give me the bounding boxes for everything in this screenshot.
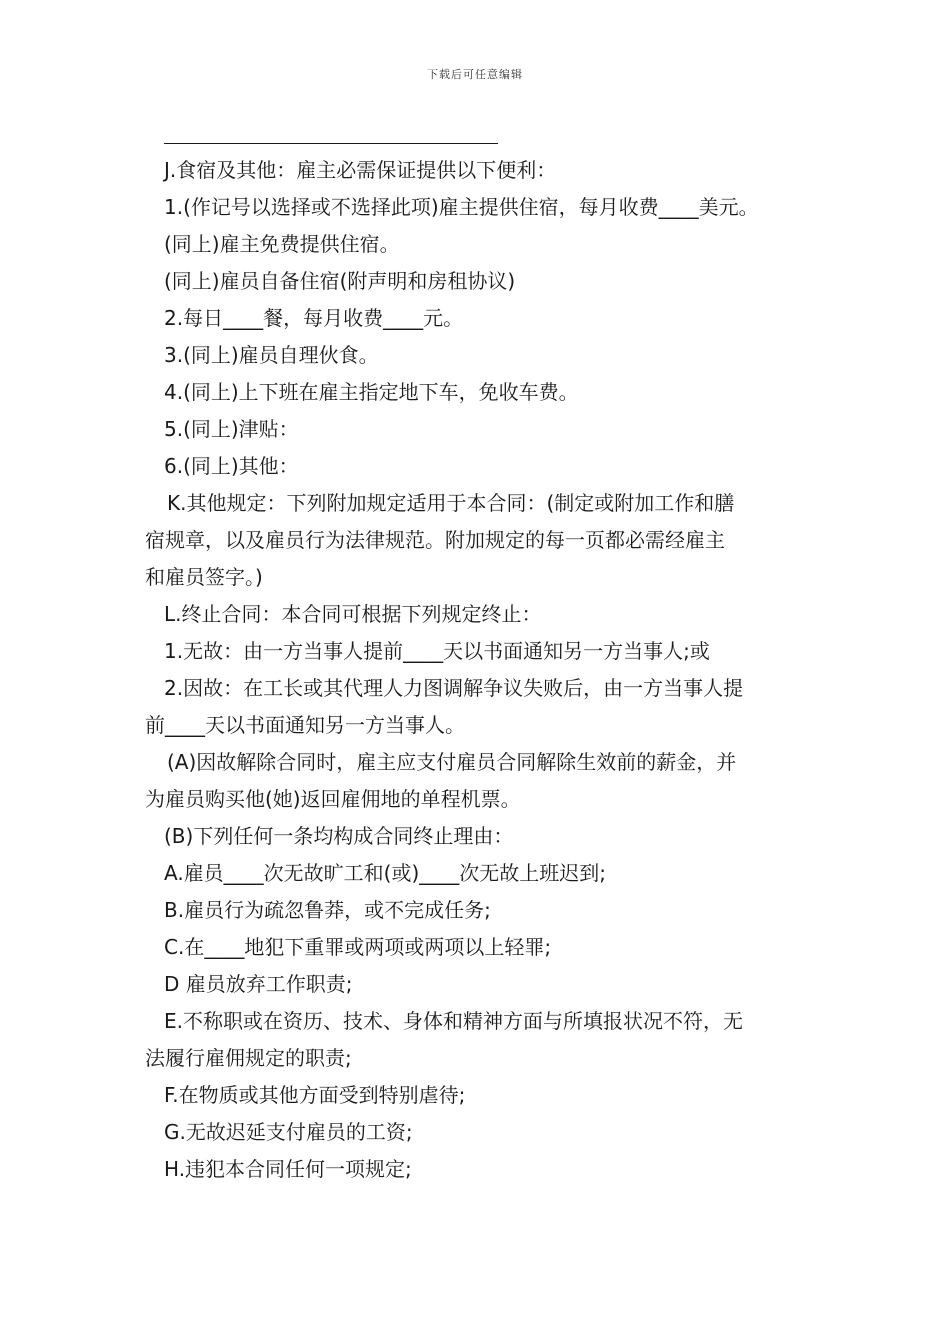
section-l-heading: L.终止合同：本合同可根据下列规定终止： [164,602,542,626]
reason-b: B.雇员行为疏忽鲁莽，或不完成任务; [164,898,491,922]
section-k-continued: 宿规章，以及雇员行为法律规范。附加规定的每一页都必需经雇主 [145,528,725,552]
section-k-heading: K.其他规定：下列附加规定适用于本合同：(制定或附加工作和膳 [167,491,735,515]
document-body [145,152,815,1188]
item-l2-continued: 前____天以书面通知另一方当事人。 [145,713,465,737]
item-j2: 2.每日____餐，每月收费____元。 [164,306,464,330]
clause-b: (B)下列任何一条均构成合同终止理由： [164,824,514,848]
top-rule [164,143,498,144]
reason-e-continued: 法履行雇佣规定的职责; [145,1046,352,1070]
reason-d: D 雇员放弃工作职责; [164,972,353,996]
item-j4: 4.(同上)上下班在雇主指定地下车，免收车费。 [164,380,579,404]
clause-a-continued: 为雇员购买他(她)返回雇佣地的单程机票。 [145,787,521,811]
reason-c: C.在____地犯下重罪或两项或两项以上轻罪; [164,935,552,959]
item-l1: 1.无故：由一方当事人提前____天以书面通知另一方当事人;或 [164,639,710,663]
reason-e: E.不称职或在资历、技术、身体和精神方面与所填报状况不符，无 [164,1009,743,1033]
section-k-end: 和雇员签字。) [145,565,263,589]
clause-a: (A)因故解除合同时，雇主应支付雇员合同解除生效前的薪金，并 [167,750,737,774]
page-header: 下载后可任意编辑 [427,68,523,81]
item-j1-option-self: (同上)雇员自备住宿(附声明和房租协议) [164,269,516,293]
reason-f: F.在物质或其他方面受到特别虐待; [164,1083,466,1107]
item-j1-option-free: (同上)雇主免费提供住宿。 [164,232,400,256]
item-j5: 5.(同上)津贴： [164,417,299,441]
item-j1: 1.(作记号以选择或不选择此项)雇主提供住宿，每月收费____美元。 [164,195,759,219]
item-j6: 6.(同上)其他： [164,454,299,478]
item-j3: 3.(同上)雇员自理伙食。 [164,343,379,367]
reason-g: G.无故迟延支付雇员的工资; [164,1120,413,1144]
reason-a: A.雇员____次无故旷工和(或)____次无故上班迟到; [164,861,607,885]
section-j-heading: J.食宿及其他：雇主必需保证提供以下便利： [164,158,557,182]
item-l2: 2.因故：在工长或其代理人力图调解争议失败后，由一方当事人提 [164,676,744,700]
reason-h: H.违犯本合同任何一项规定; [164,1157,412,1181]
